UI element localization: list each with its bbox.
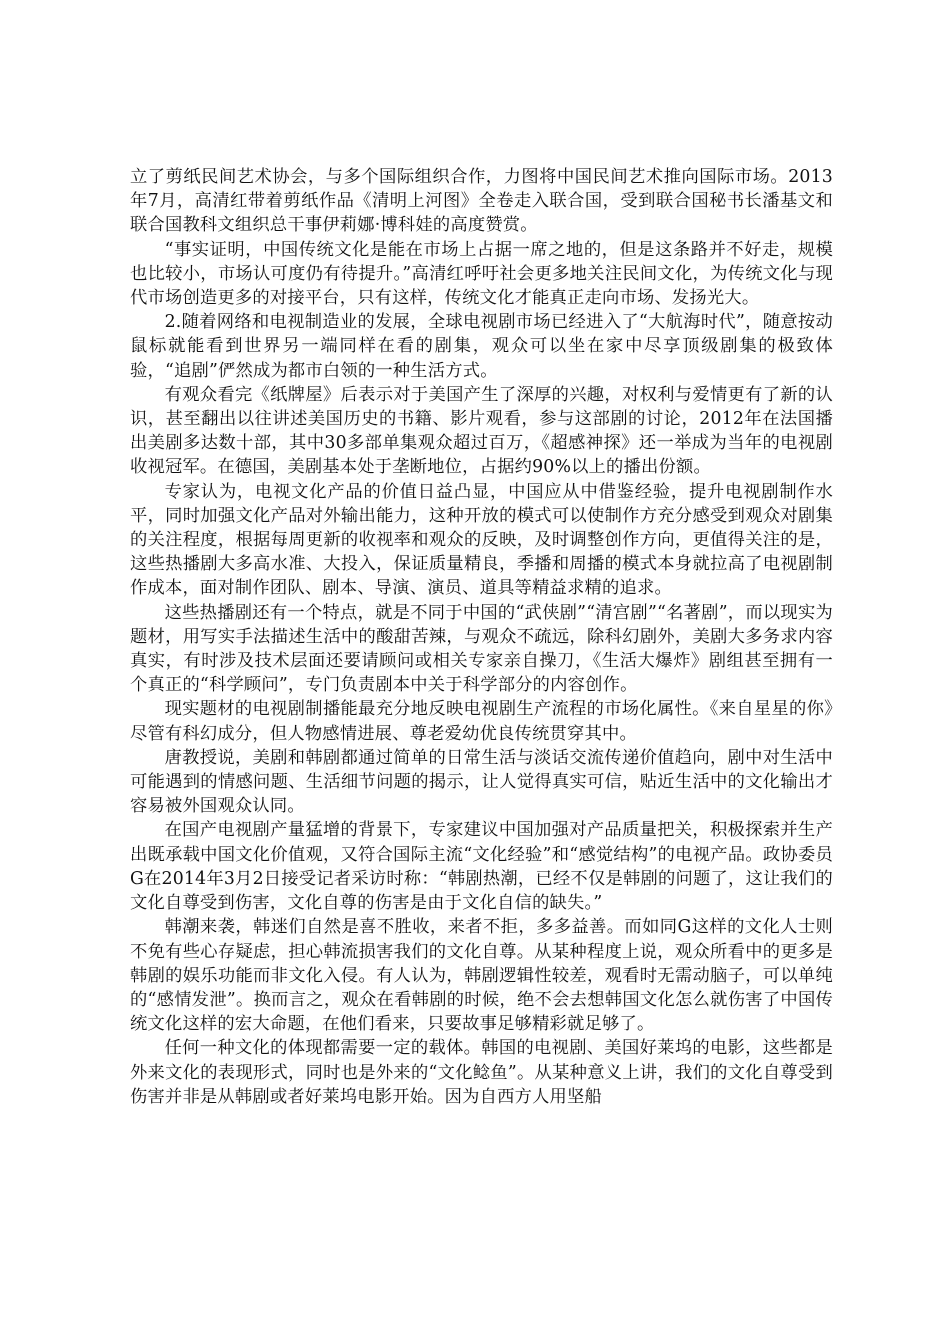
document-body xyxy=(130,165,833,1109)
paragraph: 唐教授说，美剧和韩剧都通过简单的日常生活与淡话交流传递价值趋向，剧中对生活中可能遇到的情感问题、生活细节问题的揭示，让人觉得真实可信，贴近生活中的文化输出才容易被外国观众认同。 xyxy=(130,747,833,817)
paragraph-continued: 立了剪纸民间艺术协会，与多个国际组织合作，力图将中国民间艺术推向国际市场。2013年7月，高清红带着剪纸作品《清明上河图》全卷走入联合国，受到联合国秘书长潘基文和联合国教科文组织总干事伊莉娜·博科娃的高度赞赏。 xyxy=(130,167,833,236)
paragraph: 这些热播剧还有一个特点，就是不同于中国的“武侠剧”“清宫剧”“名著剧”，而以现实为题材，用写实手法描述生活中的酸甜苦辣，与观众不疏远，除科幻剧外，美剧大多务求内容真实，有时涉及技术层面还要请顾问或相关专家亲自操刀，《生活大爆炸》剧组甚至拥有一个真正的“科学顾问”，专门负责剧本中关于科学部分的内容创作。 xyxy=(130,602,833,696)
paragraph: 任何一种文化的体现都需要一定的载体。韩国的电视剧、美国好莱坞的电影，这些都是外来文化的表现形式，同时也是外来的“文化鲶鱼”。从某种意义上讲，我们的文化自尊受到伤害并非是从韩剧或者好莱坞电影开始。因为自西方人用坚船 xyxy=(130,1038,833,1107)
paragraph: 专家认为，电视文化产品的价值日益凸显，中国应从中借鉴经验，提升电视剧制作水平，同时加强文化产品对外输出能力，这种开放的模式可以使制作方充分感受到观众对剧集的关注程度，根据每周更新的收视率和观众的反映，及时调整创作方向，更值得关注的是，这些热播剧大多高水准、大投入，保证质量精良，季播和周播的模式本身就拉高了电视剧制作成本，面对制作团队、剧本、导演、演员、道具等精益求精的追求。 xyxy=(130,481,833,599)
paragraph: “事实证明，中国传统文化是能在市场上占据一席之地的，但是这条路并不好走，规模也比较小，市场认可度仍有待提升。”高清红呼吁社会更多地关注民间文化，为传统文化与现代市场创造更多的对接平台，只有这样，传统文化才能真正走向市场、发扬光大。 xyxy=(130,239,833,309)
paragraph: 现实题材的电视剧制播能最充分地反映电视剧生产流程的市场化属性。《来自星星的你》尽管有科幻成分，但人物感情进展、尊老爱幼优良传统贯穿其中。 xyxy=(130,699,833,744)
paragraph: 有观众看完《纸牌屋》后表示对于美国产生了深厚的兴趣，对权利与爱情更有了新的认识，甚至翻出以往讲述美国历史的书籍、影片观看，参与这部剧的讨论，2012年在法国播出美剧多达数十部，其中30多部单集观众超过百万，《超感神探》还一举成为当年的电视剧收视冠军。在德国，美剧基本处于垄断地位，占据约90%以上的播出份额。 xyxy=(130,384,833,478)
paragraph: 2.随着网络和电视制造业的发展，全球电视剧市场已经进入了“大航海时代”，随意按动鼠标就能看到世界另一端同样在看的剧集，观众可以坐在家中尽享顶级剧集的极致体验，“追剧”俨然成为都市白领的一种生活方式。 xyxy=(130,312,833,381)
paragraph: 韩潮来袭，韩迷们自然是喜不胜收，来者不拒，多多益善。而如同G这样的文化人士则不免有些心存疑虑，担心韩流损害我们的文化自尊。从某种程度上说，观众所看中的更多是韩剧的娱乐功能而非文化入侵。有人认为，韩剧逻辑性较差，观看时无需动脑子，可以单纯的“感情发泄”。换而言之，观众在看韩剧的时候，绝不会去想韩国文化怎么就伤害了中国传统文化这样的宏大命题，在他们看来，只要故事足够精彩就足够了。 xyxy=(130,917,833,1035)
paragraph: 在国产电视剧产量猛增的背景下，专家建议中国加强对产品质量把关，积极探索并生产出既承载中国文化价值观，又符合国际主流“文化经验”和“感觉结构”的电视产品。政协委员G在2014年3月2日接受记者采访时称：“韩剧热潮，已经不仅是韩剧的问题了，这让我们的文化自尊受到伤害，文化自尊的伤害是由于文化自信的缺失。” xyxy=(130,820,833,914)
